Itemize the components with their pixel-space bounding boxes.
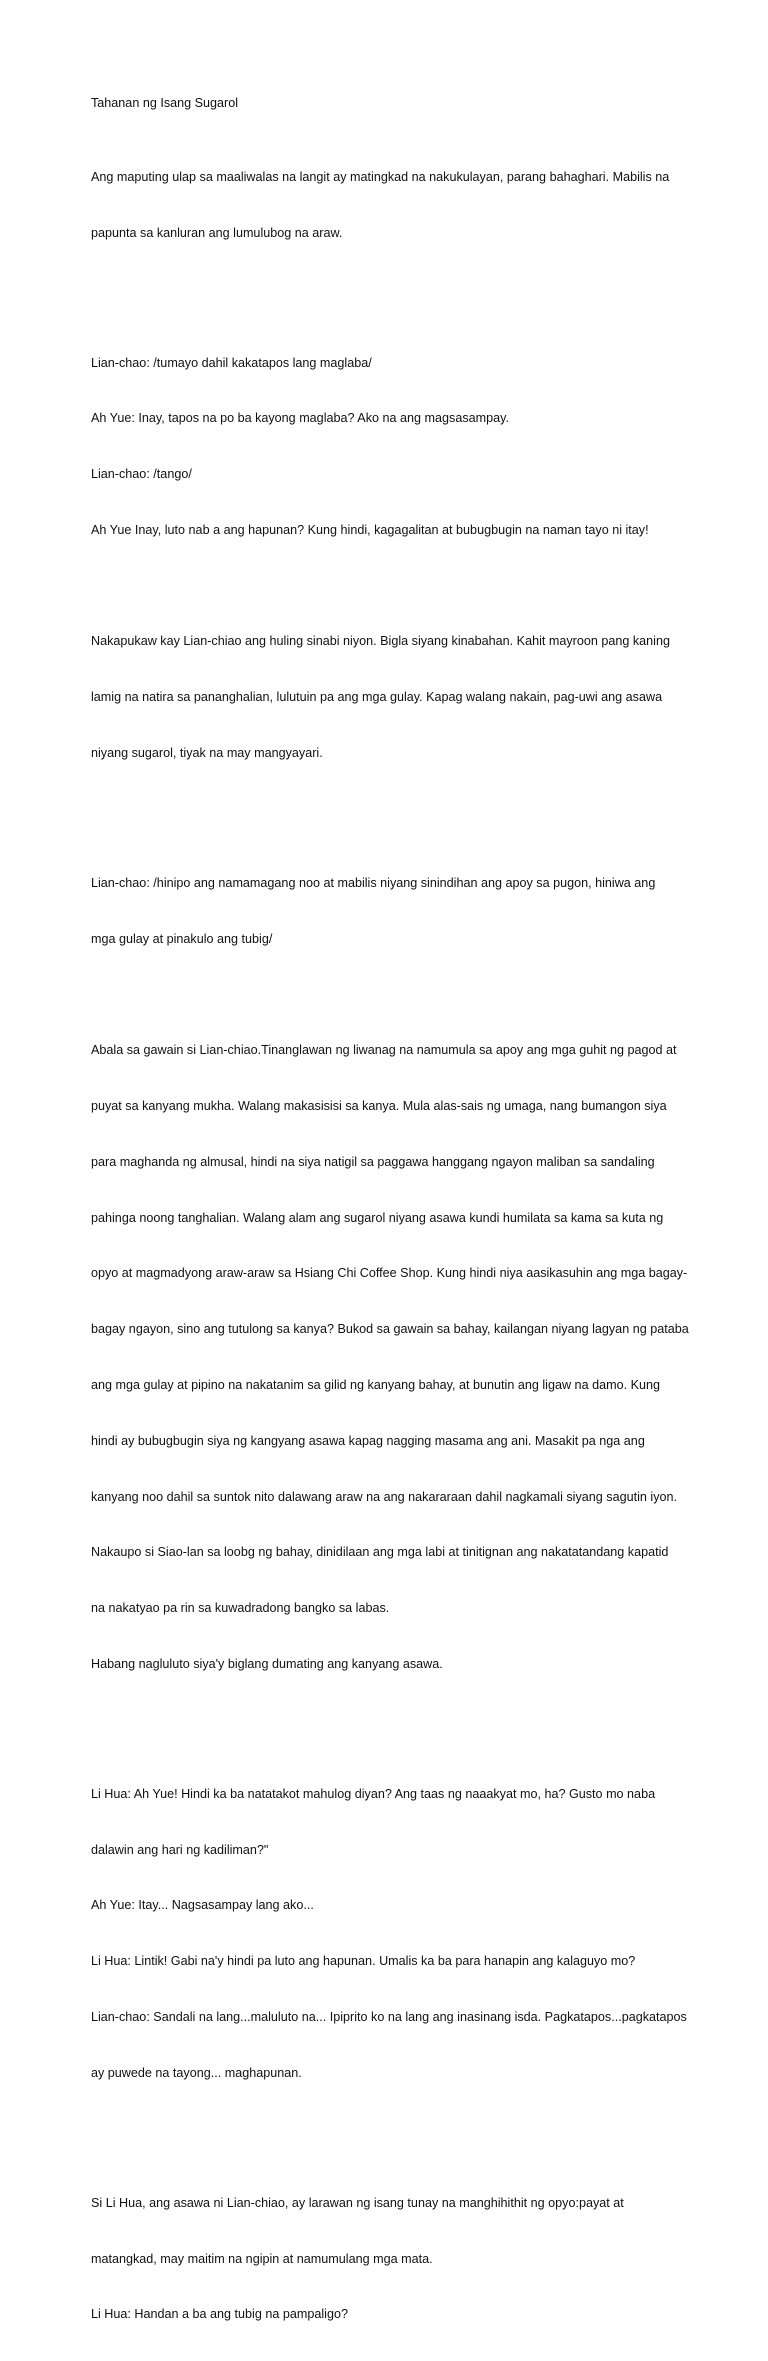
- stage-direction: [91, 837, 691, 986]
- dialogue-line: Li Hua: Ah Yue! Hindi ka ba natatakot mahulog diyan? Ang taas ng naaakyat mo, ha? Gusto mo naba: [91, 1786, 656, 1801]
- text-line: Abala sa gawain si Lian-chiao.Tinanglawan ng liwanag na namumula sa apoy ang mga guhit ng pagod at: [91, 1043, 677, 1058]
- text-line: na nakatyao pa rin sa kuwadradong bangko sa labas.: [91, 1601, 390, 1616]
- text-line: niyang sugarol, tiyak na may mangyayari.: [91, 746, 323, 760]
- dialogue-line: Lian-chao: /tumayo dahil kakatapos lang maglaba/: [91, 355, 372, 370]
- text-line: Si Li Hua, ang asawa ni Lian-chiao, ay larawan ng isang tunay na manghihithit ng opyo:payat at: [91, 2195, 624, 2210]
- dialogue-line: Lian-chao: /tango/: [91, 467, 192, 482]
- text-line: lamig na natira sa pananghalian, lulutuin pa ang mga gulay. Kapag walang nakain, pag-uwi ang asawa: [91, 690, 663, 705]
- text-line: Lian-chao: /hinipo ang namamagang noo at mabilis niyang sinindihan ang apoy sa pugon, hiniwa ang: [91, 875, 656, 890]
- document-body: [91, 94, 691, 2361]
- text-line: Nakapukaw kay Lian-chiao ang huling sinabi niyon. Bigla siyang kinabahan. Kahit mayroon pang kaning: [91, 634, 670, 649]
- text-line: puyat sa kanyang mukha. Walang makasisisi sa kanya. Mula alas-sais ng umaga, nang bumangon siya: [91, 1099, 667, 1114]
- text-line: mga gulay at pinakulo ang tubig/: [91, 931, 273, 946]
- dialogue-line: Lian-chao: Sandali na lang...maluluto na... Ipiprito ko na lang ang inasinang isda. Pagkatapos...pagkatapos: [91, 2010, 687, 2024]
- dialogue-line: Li Hua: Lintik! Gabi na'y hindi pa luto ang hapunan. Umalis ka ba para hanapin ang kalaguyo mo?: [91, 1954, 636, 1969]
- dialogue-line: ay puwede na tayong... maghapunan.: [91, 2065, 302, 2080]
- text-line: Nakaupo si Siao-lan sa loobg ng bahay, dinidilaan ang mga labi at tinitignan ang nakatatandang kapatid: [91, 1545, 669, 1560]
- text-line: pahinga noong tanghalian. Walang alam ang sugarol niyang asawa kundi humilata sa kama sa kuta ng: [91, 1210, 664, 1225]
- dialogue-block-1: [91, 316, 691, 576]
- dialogue-line: dalawin ang hari ng kadiliman?": [91, 1842, 269, 1857]
- narrative-paragraph-4: [91, 2157, 691, 2361]
- dialogue-line: Ah Yue: Itay... Nagsasampay lang ako...: [91, 1898, 314, 1913]
- text-line: opyo at magmadyong araw-araw sa Hsiang Chi Coffee Shop. Kung hindi niya aasikasuhin ang mga bagay-: [91, 1266, 688, 1281]
- intro-paragraph: [91, 131, 691, 280]
- text-line: hindi ay bubugbugin siya ng kangyang asawa kapag nagging masama ang ani. Masakit pa nga ang: [91, 1433, 645, 1448]
- dialogue-line: Ah Yue Inay, luto nab a ang hapunan? Kung hindi, kagagalitan at bubugbugin na naman tayo ni itay!: [91, 522, 649, 537]
- text-line: bagay ngayon, sino ang tutulong sa kanya? Bukod sa gawain sa bahay, kailangan niyang lagyan ng pataba: [91, 1322, 689, 1337]
- narrative-paragraph-3: [91, 1004, 691, 1711]
- text-line: kanyang noo dahil sa suntok nito dalawang araw na ang nakararaan dahil nagkamali siyang sagutin iyon.: [91, 1489, 678, 1504]
- dialogue-block-2: [91, 1748, 691, 2120]
- dialogue-line: Ah Yue: Inay, tapos na po ba kayong maglaba? Ako na ang magsasampay.: [91, 411, 509, 426]
- text-line: matangkad, may maitim na ngipin at namumulang mga mata.: [91, 2251, 433, 2266]
- document-title: Tahanan ng Isang Sugarol: [91, 96, 239, 110]
- text-line: Habang nagluluto siya'y biglang dumating ang kanyang asawa.: [91, 1656, 443, 1671]
- dialogue-line: Li Hua: Handan a ba ang tubig na pampaligo?: [91, 2307, 348, 2322]
- text-line: para maghanda ng almusal, hindi na siya natigil sa paggawa hanggang ngayon maliban sa sandaling: [91, 1154, 655, 1169]
- narrative-paragraph-2: [91, 595, 691, 800]
- text-line: ang mga gulay at pipino na nakatanim sa gilid ng kanyang bahay, at bunutin ang ligaw na damo. Kung: [91, 1378, 660, 1392]
- text-line: Ang maputing ulap sa maaliwalas na langit ay matingkad na nakukulayan, parang bahaghari. Mabilis na: [91, 169, 670, 184]
- text-line: papunta sa kanluran ang lumulubog na araw.: [91, 225, 343, 240]
